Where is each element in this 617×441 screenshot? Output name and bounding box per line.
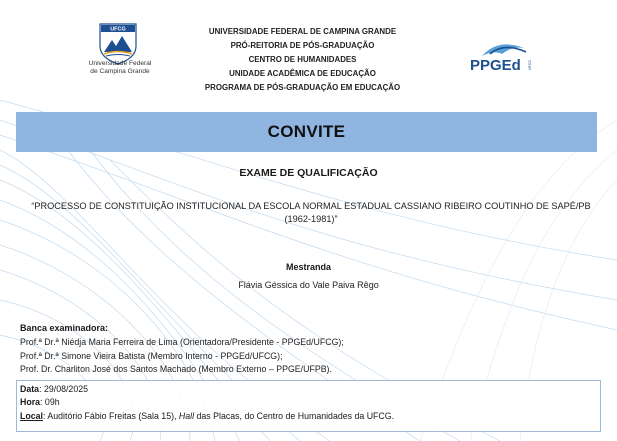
institution-line: PROGRAMA DE PÓS-GRADUAÇÃO EM EDUCAÇÃO — [204, 83, 401, 92]
time-value: : 09h — [40, 397, 60, 407]
place-row — [20, 411, 394, 421]
ufcg-caption-line-2: de Campina Grande — [90, 68, 150, 75]
date-label: Data — [20, 384, 40, 394]
committee-member: Prof.ª Dr.ª Niédja Maria Ferreira de Lima (Orientadora/Presidente - PPGEd/UFCG); — [20, 337, 344, 347]
convite-band — [16, 112, 597, 152]
institution-line: UNIDADE ACADÊMICA DE EDUCAÇÃO — [229, 69, 376, 78]
exam-title: EXAME DE QUALIFICAÇÃO — [239, 167, 378, 179]
student-name: Flávia Géssica do Vale Paiva Rêgo — [238, 280, 379, 290]
thesis-title: “PROCESSO DE CONSTITUIÇÃO INSTITUCIONAL DA ESCOLA NORMAL ESTADUAL CASSIANO RIBEIRO COUTINHO DE SAPÉ/PB (1962-1981)” — [31, 201, 591, 224]
place-value-part-1: : Auditório Fábio Freitas (Sala 15), — [42, 411, 179, 421]
date-value: : 29/08/2025 — [39, 384, 88, 394]
institution-line: UNIVERSIDADE FEDERAL DE CAMPINA GRANDE — [208, 27, 397, 36]
ppged-logo-text: PPGEd — [470, 57, 521, 74]
convite-title: CONVITE — [267, 122, 346, 141]
student-label: Mestranda — [285, 262, 331, 272]
time-row — [20, 397, 60, 407]
institution-header — [170, 25, 435, 95]
committee-member: Prof. Dr. Charliton José dos Santos Machado (Membro Externo – PPGE/UFPB). — [20, 364, 332, 374]
institution-line: PRÓ-REITORIA DE PÓS-GRADUAÇÃO — [230, 41, 375, 50]
date-row — [20, 384, 88, 394]
committee-label: Banca examinadora: — [20, 323, 109, 333]
place-value-part-2: das Placas, do Centro de Humanidades da UFCG. — [194, 411, 395, 421]
ufcg-logo-text: UFCG — [110, 26, 126, 33]
committee-member: Prof.ª Dr.ª Simone Vieira Batista (Membro Interno - PPGEd/UFCG); — [20, 350, 283, 361]
ppged-logo-suffix: UFCG — [528, 60, 532, 70]
place-value-hall: Hall — [178, 411, 195, 421]
ufcg-caption-line-1: Universidade Federal — [88, 60, 152, 67]
time-label: Hora — [20, 397, 41, 407]
ppged-logo — [468, 40, 546, 80]
institution-line: CENTRO DE HUMANIDADES — [248, 55, 357, 64]
committee-list — [20, 336, 580, 377]
ufcg-caption — [70, 60, 170, 76]
event-details-box — [16, 380, 601, 432]
place-label: Local — [20, 411, 43, 421]
